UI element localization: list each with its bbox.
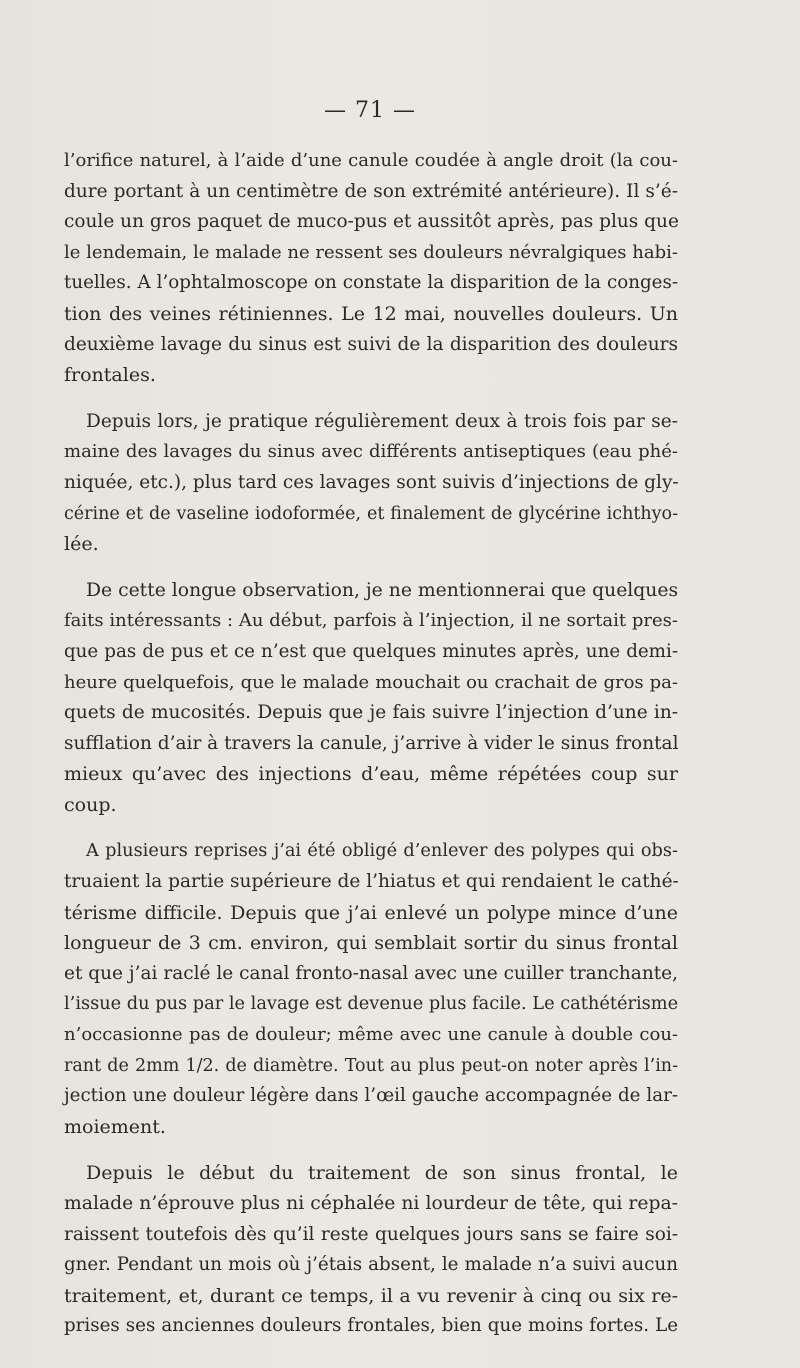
- text-line: Depuis le début du traitement de son sinus frontal, le: [86, 1162, 678, 1185]
- text-line: que pas de pus et ce n’est que quelques minutes après, une demi-: [64, 640, 678, 662]
- text-line: truaient la partie supérieure de l’hiatus et qui rendaient le cathé-: [64, 871, 679, 893]
- text-line: tion des veines rétiniennes. Le 12 mai, nouvelles douleurs. Un: [64, 302, 678, 325]
- text-line: cérine et de vaseline iodoformée, et finalement de glycérine ichthyo-: [64, 503, 678, 524]
- text-line: longueur de 3 cm. environ, qui semblait sortir du sinus frontal: [64, 932, 678, 955]
- text-line: Depuis lors, je pratique régulièrement deux à trois fois par se-: [86, 410, 678, 432]
- text-line: raissent toutefois dès qu’il reste quelques jours sans se faire soi-: [64, 1223, 678, 1245]
- text-line: tuelles. A l’ophtalmoscope on constate la disparition de la conges-: [64, 272, 678, 294]
- text-line: De cette longue observation, je ne mentionnerai que quelques: [86, 579, 679, 601]
- paragraph-1: [64, 146, 678, 391]
- text-line: le lendemain, le malade ne ressent ses douleurs névralgiques habi-: [64, 241, 678, 263]
- paragraph-5: [64, 1158, 678, 1342]
- text-line: n’occasionne pas de douleur; même avec une canule à double cou-: [64, 1024, 678, 1046]
- text-line: maine des lavages du sinus avec différents antiseptiques (eau phé-: [64, 441, 678, 463]
- text-line: sufflation d’air à travers la canule, j’arrive à vider le sinus frontal: [64, 732, 679, 754]
- text-line: niquée, etc.), plus tard ces lavages sont suivis d’injections de gly-: [64, 471, 679, 493]
- text-line: jection une douleur légère dans l’œil gauche accompagnée de lar-: [64, 1085, 678, 1107]
- text-line: moiement.: [64, 1115, 166, 1138]
- text-line: coule un gros paquet de muco-pus et aussitôt après, pas plus que: [64, 211, 679, 233]
- paragraph-4: [64, 836, 678, 1142]
- text-line: malade n’éprouve plus ni céphalée ni lourdeur de tête, qui repa-: [64, 1193, 678, 1214]
- text-line: quets de mucosités. Depuis que je fais suivre l’injection d’une in-: [64, 702, 678, 724]
- page-number: — 71 —: [324, 98, 416, 123]
- text-line: dure portant à un centimètre de son extrémité antérieure). Il s’é-: [64, 180, 678, 202]
- paragraph-2: [64, 407, 678, 560]
- body-text: [64, 146, 678, 1342]
- text-line: A plusieurs reprises j’ai été obligé d’enlever des polypes qui obs-: [86, 841, 678, 862]
- text-line: coup.: [64, 793, 117, 816]
- text-line: gner. Pendant un mois où j’étais absent, le malade n’a suivi aucun: [64, 1254, 678, 1276]
- text-line: faits intéressants : Au début, parfois à l’injection, il ne sortait pres-: [64, 610, 678, 632]
- text-line: deuxième lavage du sinus est suivi de la disparition des douleurs: [64, 333, 678, 355]
- text-line: lée.: [64, 533, 99, 556]
- text-line: l’issue du pus par le lavage est devenue plus facile. Le cathétérisme: [64, 994, 679, 1015]
- text-line: l’orifice naturel, à l’aide d’une canule coudée à angle droit (la cou-: [64, 150, 678, 171]
- text-line: térisme difficile. Depuis que j’ai enlevé un polype mince d’une: [64, 901, 678, 924]
- text-line: rant de 2mm 1/2. de diamètre. Tout au plus peut-on noter après l’in-: [64, 1055, 678, 1076]
- text-line: frontales.: [64, 364, 156, 387]
- text-line: mieux qu’avec des injections d’eau, même répétées coup sur: [64, 763, 678, 786]
- paragraph-3: [64, 576, 678, 821]
- text-line: et que j’ai raclé le canal fronto-nasal avec une cuiller tranchante,: [64, 962, 678, 984]
- text-line: prises ses anciennes douleurs frontales, bien que moins fortes. Le: [64, 1315, 678, 1337]
- text-line: traitement, et, durant ce temps, il a vu revenir à cinq ou six re-: [64, 1284, 678, 1307]
- text-line: heure quelquefois, que le malade mouchait ou crachait de gros pa-: [64, 671, 678, 693]
